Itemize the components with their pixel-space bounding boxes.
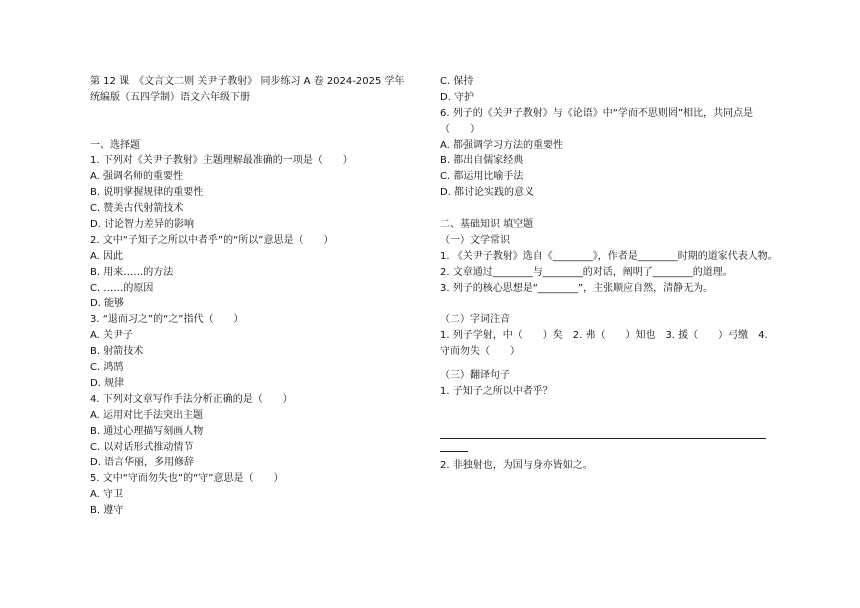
fill-question-2: 2. 文章通过________与________的对话，阐明了________的道理。 [440,266,733,278]
q3-option-a: A. 关尹子 [90,330,134,342]
title-line-1: 第 12 课 《文言文二则 关尹子教射》 同步练习 A 卷 2024-2025 学年 [90,76,405,87]
q1-option-b: B. 说明掌握规律的重要性 [90,187,204,199]
right-column [440,74,780,474]
translation-question-2: 2. 非独射也，为国与身亦皆如之。 [440,459,593,471]
question-5: 5. 文中“守而勿失也”的“守”意思是（ ） [90,473,284,485]
q2-option-b: B. 用来……的方法 [90,266,174,278]
section-choice-heading: 一、选择题 [90,139,140,151]
translation-question-1: 1. 子知子之所以中者乎？ [440,386,553,397]
pinyin-questions: 1. 列子学射，中（ ）矣 2. 弗（ ）知也 3. 援（ ）弓缴 4. 守而勿失（ ） [440,330,768,358]
question-6: 6. 列子的《关尹子教射》与《论语》中“学而不思则罔”相比，共同点是（ ） [440,107,754,135]
q5-option-b: B. 遵守 [90,505,124,517]
section-fill-heading: 二、基础知识 填空题 [440,219,534,231]
q1-option-c: C. 赞美古代射箭技术 [90,203,184,215]
q2-option-a: A. 因此 [90,250,124,262]
q4-option-b: B. 通过心理描写刻画人物 [90,425,204,437]
q6-option-a: A. 都强调学习方法的重要性 [440,139,564,151]
q5-option-a: A. 守卫 [90,489,124,501]
q4-option-a: A. 运用对比手法突出主题 [90,409,204,421]
q6-option-b: B. 都出自儒家经典 [440,155,524,167]
left-column [90,74,430,519]
q5-option-c: C. 保持 [440,76,474,87]
title-line-2: 统编版（五四学制）语文六年级下册 [90,91,250,103]
question-2: 2. 文中“子知子之所以中者乎”的“所以”意思是（ ） [90,234,334,246]
q6-option-c: C. 都运用比喻手法 [440,171,524,183]
q2-option-c: C. ……的原因 [90,282,154,294]
question-4: 4. 下列对文章写作手法分析正确的是（ ） [90,393,293,405]
q1-option-a: A. 强调名师的重要性 [90,171,184,183]
q6-option-d: D. 都讨论实践的意义 [440,187,535,199]
q3-option-d: D. 规律 [90,377,125,389]
question-3: 3. “退而习之”的“之”指代（ ） [90,314,244,326]
q3-option-c: C. 鸿鹄 [90,362,124,374]
subsection-pinyin: （二）字词注音 [440,314,510,326]
subsection-literature: （一）文学常识 [440,234,510,246]
q1-option-d: D. 讨论智力差异的影响 [90,219,195,231]
fill-question-3: 3. 列子的核心思想是“________”，主张顺应自然，清静无为。 [440,282,714,294]
q4-option-d: D. 语言华丽，多用修辞 [90,457,195,469]
q3-option-b: B. 射箭技术 [90,346,144,358]
fill-question-1: 1. 《关尹子教射》选自《________》，作者是________时期的道家代表人物。 [440,250,778,262]
answer-line [440,426,766,439]
question-1: 1. 下列对《关尹子教射》主题理解最准确的一项是（ ） [90,155,353,167]
q2-option-d: D. 能够 [90,298,125,310]
q4-option-c: C. 以对话形式推动情节 [90,441,194,453]
q5-option-d: D. 守护 [440,91,475,103]
answer-line-tail [440,439,468,452]
subsection-translation: （三）翻译句子 [440,370,510,382]
